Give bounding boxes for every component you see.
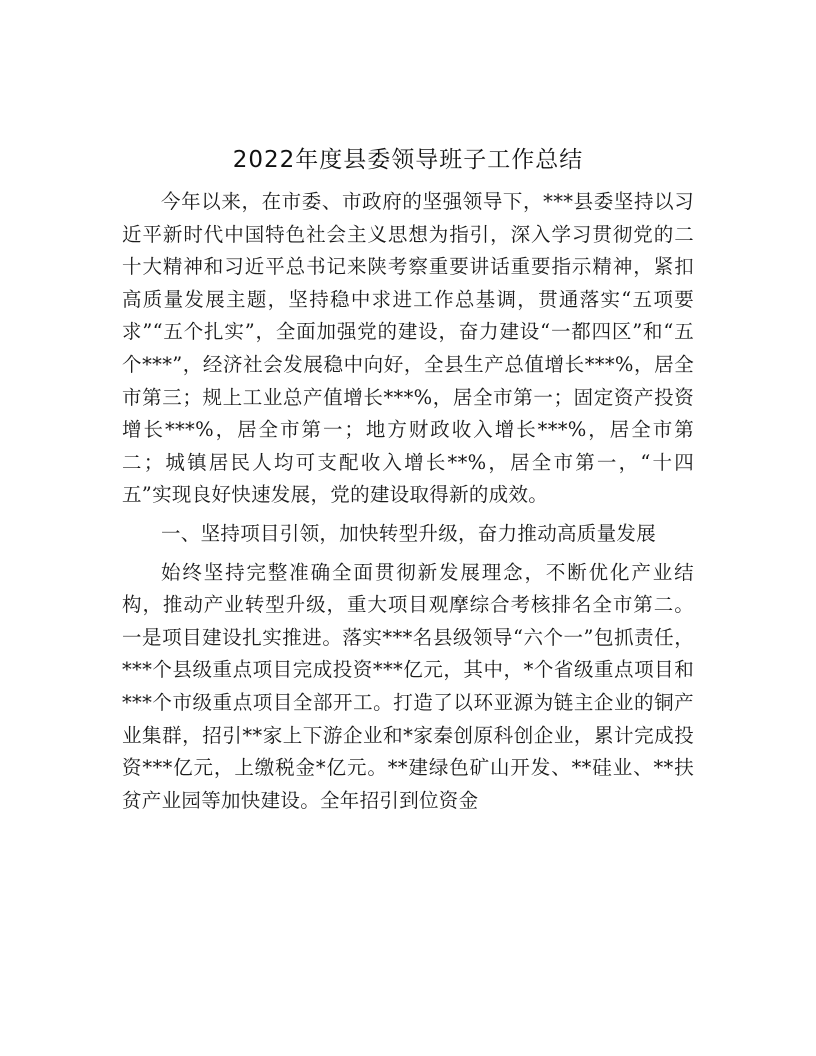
document-body [122, 140, 694, 823]
document-title: 2022年度县委领导班子工作总结 [232, 147, 584, 173]
section-1-paragraph: 始终坚持完整准确全面贯彻新发展理念，不断优化产业结构，推动产业转型升级，重大项目观摩综合考核排名全市第二。一是项目建设扎实推进。落实***名县级领导“六个一”包抓责任，***个县级重点项目完成投资***亿元，其中，*个省级重点项目和***个市级重点项目全部开工。打造了以环亚源为链主企业的铜产业集群，招引**家上下游企业和*家秦创原科创企业，累计完成投资***亿元，上缴税金*亿元。**建绿色矿山开发、**硅业、**扶贫产业园等加快建设。全年招引到位资金 [122, 560, 695, 812]
section-heading-1: 一、坚持项目引领，加快转型升级，奋力推动高质量发展 [161, 521, 657, 545]
intro-paragraph: 今年以来，在市委、市政府的坚强领导下，***县委坚持以习近平新时代中国特色社会主义思想为指引，深入学习贯彻党的二十大精神和习近平总书记来陕考察重要讲话重要指示精神，紧扣高质量发展主题，坚持稳中求进工作总基调，贯通落实“五项要求”“五个扎实”，全面加强党的建设，奋力建设“一都四区”和“五个***”，经济社会发展稳中向好，全县生产总值增长***%，居全市第三；规上工业总产值增长***%，居全市第一；固定资产投资增长***%，居全市第一；地方财政收入增长***%，居全市第二；城镇居民人均可支配收入增长**%，居全市第一，“十四五”实现良好快速发展，党的建设取得新的成效。 [122, 190, 694, 507]
